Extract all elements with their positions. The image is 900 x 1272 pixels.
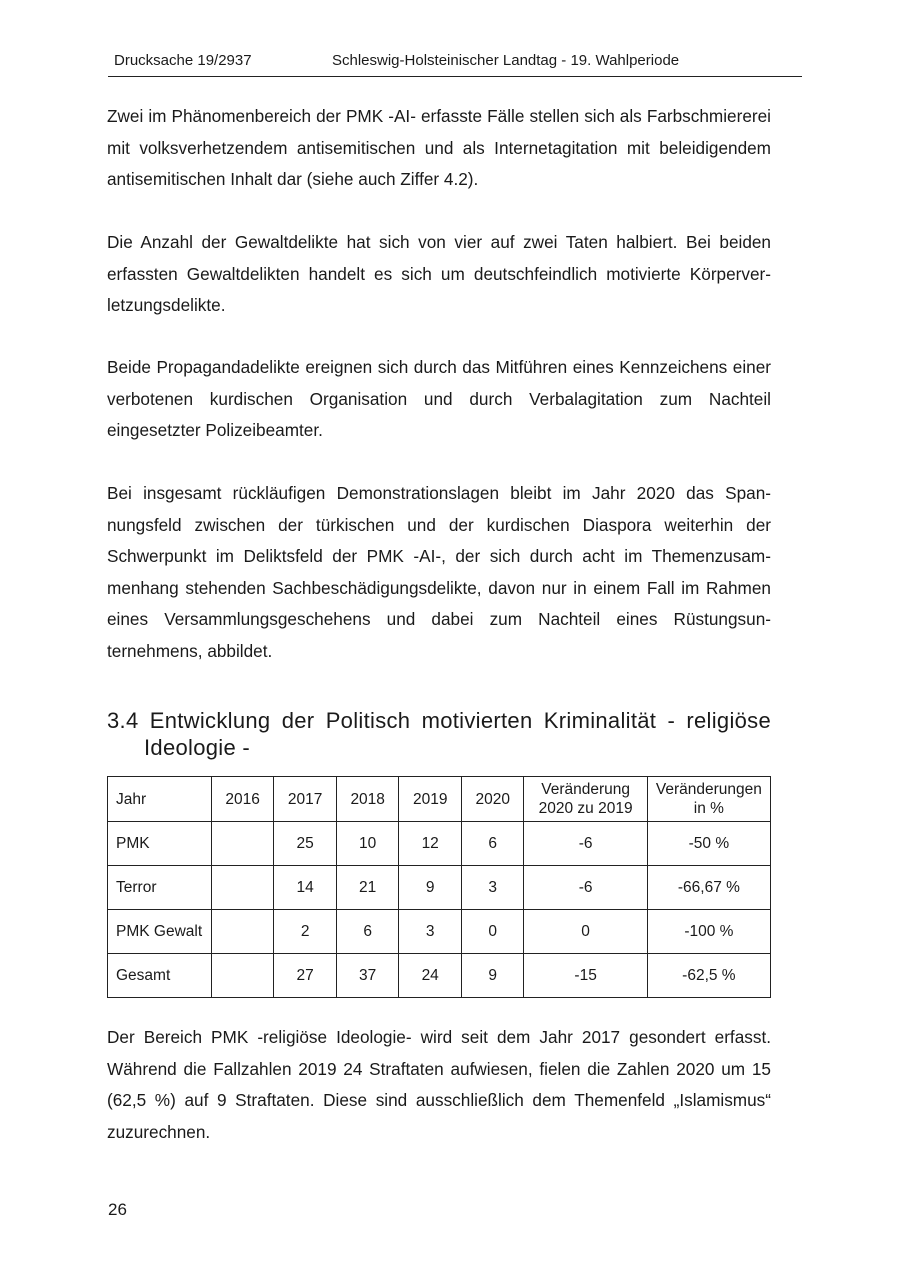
column-header: 2019 xyxy=(399,777,462,822)
column-header: 2016 xyxy=(211,777,274,822)
table-cell: 0 xyxy=(524,910,647,954)
table-cell xyxy=(211,866,274,910)
column-header: Veränderungen in % xyxy=(647,777,770,822)
table-row xyxy=(108,954,771,998)
table-cell: 6 xyxy=(336,910,399,954)
table-cell: 24 xyxy=(399,954,462,998)
row-label: PMK Gewalt xyxy=(108,910,212,954)
paragraph-demonstrations: Bei insgesamt rückläufigen Demonstrationslagen bleibt im Jahr 2020 das Spannungsfeld zwischen der türkischen und der kurdischen Diaspora weiterhin der Schwerpunkt im Deliktsfeld der PMK -AI-, der sich durch acht im Themenzusammenhang stehenden Sachbeschädigungsdelikte, davon nur in einem Fall im Rahmen eines Versammlungsgeschehens und dabei zum Nachteil eines Rüstungsunternehmens, abbildet. xyxy=(107,483,771,661)
table-cell: 10 xyxy=(336,822,399,866)
table-row xyxy=(108,866,771,910)
table-cell: -6 xyxy=(524,866,647,910)
table-cell: 14 xyxy=(274,866,337,910)
table-header-row xyxy=(108,777,771,822)
table-cell: -50 % xyxy=(647,822,770,866)
table-cell: 3 xyxy=(399,910,462,954)
table-cell: 21 xyxy=(336,866,399,910)
table-cell: 12 xyxy=(399,822,462,866)
row-label: PMK xyxy=(108,822,212,866)
paragraph-violence: Die Anzahl der Gewaltdelikte hat sich von vier auf zwei Taten halbiert. Bei beiden erfassten Gewaltdelikten handelt es sich um deutschfeindlich motivierte Körperverletzungsdelikte. xyxy=(107,232,771,315)
table-cell: 2 xyxy=(274,910,337,954)
table-row xyxy=(108,910,771,954)
table-cell: 0 xyxy=(461,910,524,954)
table-cell: 37 xyxy=(336,954,399,998)
column-header: 2017 xyxy=(274,777,337,822)
row-label: Terror xyxy=(108,866,212,910)
row-label: Gesamt xyxy=(108,954,212,998)
table-cell xyxy=(211,822,274,866)
page-header xyxy=(108,52,802,77)
table-cell: 27 xyxy=(274,954,337,998)
page-number: 26 xyxy=(108,1200,127,1219)
paragraph-ai-cases: Zwei im Phänomenbereich der PMK -AI- erfasste Fälle stellen sich als Farbschmiererei mit volksverhetzendem antisemitischen und als Internetagitation mit beleidigendem antisemitischen Inhalt dar (siehe auch Ziffer 4.2). xyxy=(107,106,771,189)
column-header: 2018 xyxy=(336,777,399,822)
table-cell: -100 % xyxy=(647,910,770,954)
table-cell: -15 xyxy=(524,954,647,998)
column-header: Veränderung 2020 zu 2019 xyxy=(524,777,647,822)
paragraph-religious-ideology: Der Bereich PMK -religiöse Ideologie- wird seit dem Jahr 2017 gesondert erfasst. Während die Fallzahlen 2019 24 Straftaten aufwiesen, fielen die Zahlen 2020 um 15 (62,5 %) auf 9 Straftaten. Diese sind ausschließlich dem Themenfeld „Islamismus“ zuzurechnen. xyxy=(107,1027,771,1142)
parliament-title: Schleswig-Holsteinischer Landtag - 19. Wahlperiode xyxy=(332,52,680,69)
table-cell: -62,5 % xyxy=(647,954,770,998)
statistics-table xyxy=(107,776,771,998)
section-heading-continuation: Ideologie - xyxy=(144,735,251,760)
table-cell xyxy=(211,910,274,954)
table-cell: 25 xyxy=(274,822,337,866)
table-cell: -6 xyxy=(524,822,647,866)
table-row xyxy=(108,822,771,866)
column-header: 2020 xyxy=(461,777,524,822)
table-cell xyxy=(211,954,274,998)
document-number: Drucksache 19/2937 xyxy=(114,52,252,69)
column-header: Jahr xyxy=(108,777,212,822)
table-cell: 9 xyxy=(399,866,462,910)
table-cell: 3 xyxy=(461,866,524,910)
table-cell: 9 xyxy=(461,954,524,998)
table-cell: 6 xyxy=(461,822,524,866)
paragraph-propaganda: Beide Propagandadelikte ereignen sich durch das Mitführen eines Kennzeichens einer verbotenen kurdischen Organisation und durch Verbalagitation zum Nachteil eingesetzter Polizeibeamter. xyxy=(107,357,771,440)
section-heading: 3.4 Entwicklung der Politisch motivierten Kriminalität - religiöse xyxy=(107,708,771,733)
table-cell: -66,67 % xyxy=(647,866,770,910)
